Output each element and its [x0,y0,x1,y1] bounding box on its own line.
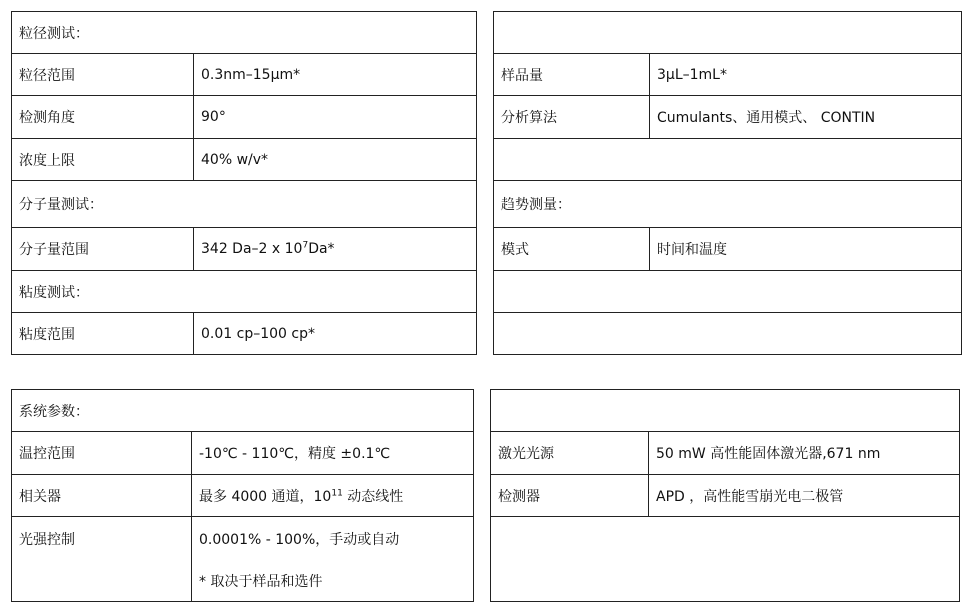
particle-size-header: 粒径测试： [12,12,477,54]
table-gap [477,12,494,355]
detector-label: 检测器 [491,475,649,517]
temperature-label: 温控范围 [12,432,192,475]
light-control-label [12,517,192,602]
viscosity-header: 粘度测试： [12,271,477,313]
light-control-label-text: 光强控制 [19,532,75,548]
footnote: * 取决于样品和选件 [199,574,323,590]
light-control-value-text: 0.0001% - 100%，手动或自动 [199,532,400,548]
table-gap [474,390,491,602]
temperature-value: -10℃ - 110℃，精度 ±0.1℃ [192,432,474,475]
mw-range-label: 分子量范围 [12,228,194,271]
empty-cell [491,517,960,602]
light-control-value [192,517,474,602]
correlator-value [192,475,474,517]
algorithm-label: 分析算法 [494,96,650,139]
mode-value: 时间和温度 [650,228,962,271]
spec-table-1 [11,11,962,355]
sample-volume-value: 3µL–1mL* [650,54,962,96]
laser-value: 50 mW 高性能固体激光器,671 nm [649,432,960,475]
empty-cell [494,139,962,181]
viscosity-range-label: 粘度范围 [12,313,194,355]
particle-range-value: 0.3nm–15µm* [194,54,477,96]
trend-header: 趋势测量： [494,181,962,228]
mw-range-value [194,228,477,271]
laser-label: 激光光源 [491,432,649,475]
mw-range-post: Da* [308,241,335,257]
mw-range-exponent: 7 [302,240,309,251]
correlator-exponent: 11 [331,487,343,498]
correlator-post: 动态线性 [342,488,404,505]
detection-angle-label: 检测角度 [12,96,194,139]
concentration-value: 40% w/v* [194,139,477,181]
mode-label: 模式 [494,228,650,271]
detector-value: APD ，高性能雪崩光电二极管 [649,475,960,517]
empty-cell [494,313,962,355]
sample-volume-label: 样品量 [494,54,650,96]
correlator-label: 相关器 [12,475,192,517]
algorithm-value: Cumulants、通用模式、 CONTIN [650,96,962,139]
spec-table-2 [11,389,960,602]
empty-cell [491,390,960,432]
viscosity-range-value: 0.01 cp–100 cp* [194,313,477,355]
mw-range-pre: 342 Da–2 x 10 [201,241,303,257]
particle-range-label: 粒径范围 [12,54,194,96]
detection-angle-value: 90° [194,96,477,139]
system-params-header: 系统参数： [12,390,474,432]
concentration-label: 浓度上限 [12,139,194,181]
molecular-weight-header: 分子量测试： [12,181,477,228]
empty-cell [494,12,962,54]
empty-cell [494,271,962,313]
correlator-pre: 最多 4000 通道，10 [199,488,332,505]
